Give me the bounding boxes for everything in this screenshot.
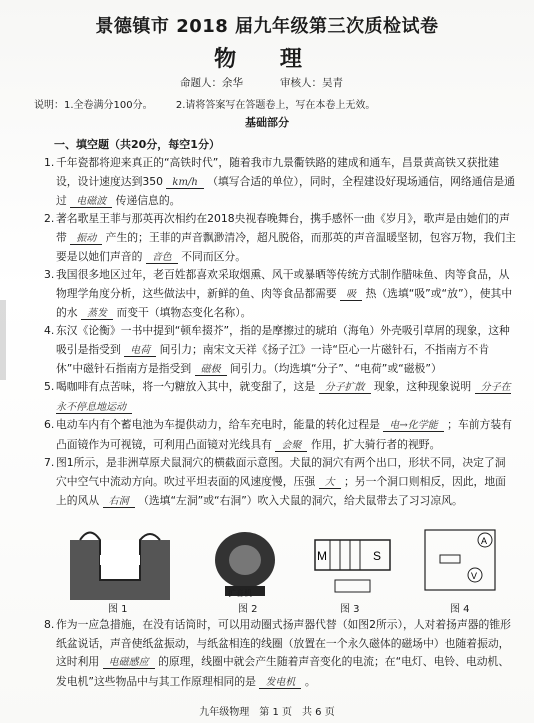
question-3: [44, 266, 516, 324]
handwritten-answer: 右洞: [103, 496, 135, 508]
handwritten-answer: km/h: [166, 177, 203, 189]
svg-text:M: M: [317, 549, 327, 563]
question-number: 8.: [44, 618, 55, 631]
question-1: [44, 154, 516, 212]
subject-title: 物 理: [214, 47, 320, 72]
question-text: 作用，扩大骑行者的视野。: [310, 437, 441, 451]
question-4: [44, 322, 516, 380]
fill-blank-heading: 一、填空题（共20分，每空1分）: [54, 138, 220, 151]
question-text: （选填“左洞”或“右洞”）吹入犬鼠的洞穴，给犬鼠带去了习习凉风。: [138, 494, 463, 507]
exam-title: 景德镇市 2018 届九年级第三次质检试卷: [95, 16, 439, 37]
handwritten-answer: 电磁感应: [103, 657, 155, 669]
question-text: ；另一个洞口则相反，因此，地面上的风从: [56, 474, 506, 507]
question-text: ；车前方装有凸面镜作为可视镜，可利用凸面镜对光线具有: [56, 418, 512, 451]
author-line: 命题人：余华: [180, 77, 243, 89]
question-text: 电动车内有个蓄电池为车提供动力，给车充电时，能量的转化过程是: [56, 418, 380, 431]
handwritten-answer: 振动: [70, 233, 102, 245]
question-text: 图1所示，是非洲草原犬鼠洞穴的横截面示意图。犬鼠的洞穴有两个出口，形状不同，决定了洞穴中空气中流动方向。吹过平坦表面的风速度慢，压强: [56, 456, 506, 488]
scan-edge-shadow: [0, 300, 6, 380]
question-text: 而变干（填物态变化名称）。: [116, 306, 252, 319]
handwritten-answer: 磁极: [195, 364, 227, 376]
section-basic-heading: 基础部分: [245, 116, 289, 129]
question-7: [44, 454, 516, 512]
question-6: [44, 416, 516, 455]
figure-4-caption: 图 4: [450, 604, 470, 615]
handwritten-answer: 分子在永不停息地运动: [56, 382, 511, 413]
figure-1-caption: 图 1: [108, 604, 128, 615]
handwritten-answer: 电磁波: [70, 196, 112, 208]
question-number: 1.: [44, 156, 55, 169]
question-number: 6.: [44, 418, 55, 431]
note-1: 说明：1.全卷满分100分。: [34, 100, 153, 111]
question-2: [44, 210, 516, 268]
figure-2-caption: 图 2: [238, 604, 258, 615]
handwritten-answer: 电荷: [124, 345, 156, 357]
question-text: 我国很多地区过年，老百姓都喜欢采取烟熏、风干或暴晒等传统方式制作腊味鱼、肉等食品，从物理学角度分析，这些做法中，新鲜的鱼、肉等食品都需要: [56, 268, 510, 300]
figure-2-label: 扩音机: [228, 589, 252, 598]
handwritten-answer: 吸: [340, 289, 362, 301]
handwritten-answer: 发电机: [259, 677, 301, 689]
question-text: 热（选填“吸”或“放”），使其中的水: [56, 286, 513, 319]
question-8: [44, 616, 516, 692]
question-text: 作为一应急措施，在没有话筒时，可以用动圈式扬声器代替（如图2所示），人对着扬声器的锥形纸盆说话，声音使纸盆振动，与纸盆相连的线圈（放置在一个永久磁体的磁场中）也随着振动，这时利用: [56, 618, 511, 668]
figure-1-burrow: [70, 520, 170, 600]
question-number: 4.: [44, 324, 55, 337]
question-text: 不同而区分。: [181, 250, 247, 263]
reviewer-line: 审核人：吴青: [280, 77, 343, 89]
question-text: 间引力。（均选填“分子”、“电荷”或“磁极”）: [230, 362, 442, 375]
question-number: 5.: [44, 380, 55, 393]
svg-text:S: S: [373, 549, 382, 563]
figure-3-electromagnet: [305, 520, 400, 600]
question-5: [44, 378, 516, 417]
question-text: 著名歌星王菲与那英再次相约在2018央视春晚舞台，携手感怀一曲《岁月》，歌声是由她们的声带: [56, 212, 510, 244]
question-text: 现象，这种现象说明: [374, 380, 472, 393]
handwritten-answer: 蒸发: [81, 308, 113, 320]
question-text: 。: [304, 674, 316, 688]
question-number: 3.: [44, 268, 55, 281]
question-text: 喝咖啡有点苦味，将一勺糖放入其中，就变甜了，这是: [56, 380, 316, 393]
question-number: 2.: [44, 212, 55, 225]
question-text: 东汉《论衡》一书中提到“顿牟掇芥”，指的是摩擦过的琥珀（海龟）外壳吸引草屑的现象，这种吸引是指受到: [56, 324, 510, 356]
handwritten-answer: 会聚: [275, 440, 307, 452]
handwritten-answer: 电→化学能: [383, 420, 443, 432]
question-text: 间引力；南宋文天祥《扬子江》一诗“臣心一片磁针石，不指南方不肯休”中磁针石指南方是指受到: [56, 342, 490, 375]
figure-3-caption: 图 3: [340, 604, 360, 615]
question-text: 的原理，线圈中就会产生随着声音变化的电流；在“电灯、电铃、电动机、发电机”这些物品中与其工作原理相同的是: [56, 655, 510, 688]
handwritten-answer: 音色: [146, 252, 178, 264]
question-text: （填写合适的单位），同时，全程建设好現场通信，网络通信是通过: [56, 174, 515, 207]
svg-text:V: V: [471, 571, 478, 581]
exam-notes: [34, 96, 514, 111]
handwritten-answer: 分子扩散: [319, 382, 371, 394]
page-footer: 九年级物理 第 1 页 共 6 页: [199, 707, 335, 718]
handwritten-answer: 大: [319, 477, 341, 489]
question-text: 产生的；王菲的声音飘渺清冷，超凡脱俗，而那英的声音温暖坚韧，包容万物，我们主要是以她们声音的: [56, 230, 516, 263]
question-text: 传递信息的。: [115, 194, 181, 207]
question-number: 7.: [44, 456, 55, 469]
svg-text:A: A: [481, 536, 488, 546]
note-2: 2.请将答案写在答题卷上，写在本卷上无效。: [175, 100, 376, 111]
figure-4-circuit: [415, 520, 505, 600]
question-text: 千年瓷都将迎来真正的“高铁时代”，随着我市九景衢铁路的建成和通车，昌景黄高铁又获批建设，设计速度达到350: [56, 156, 500, 188]
